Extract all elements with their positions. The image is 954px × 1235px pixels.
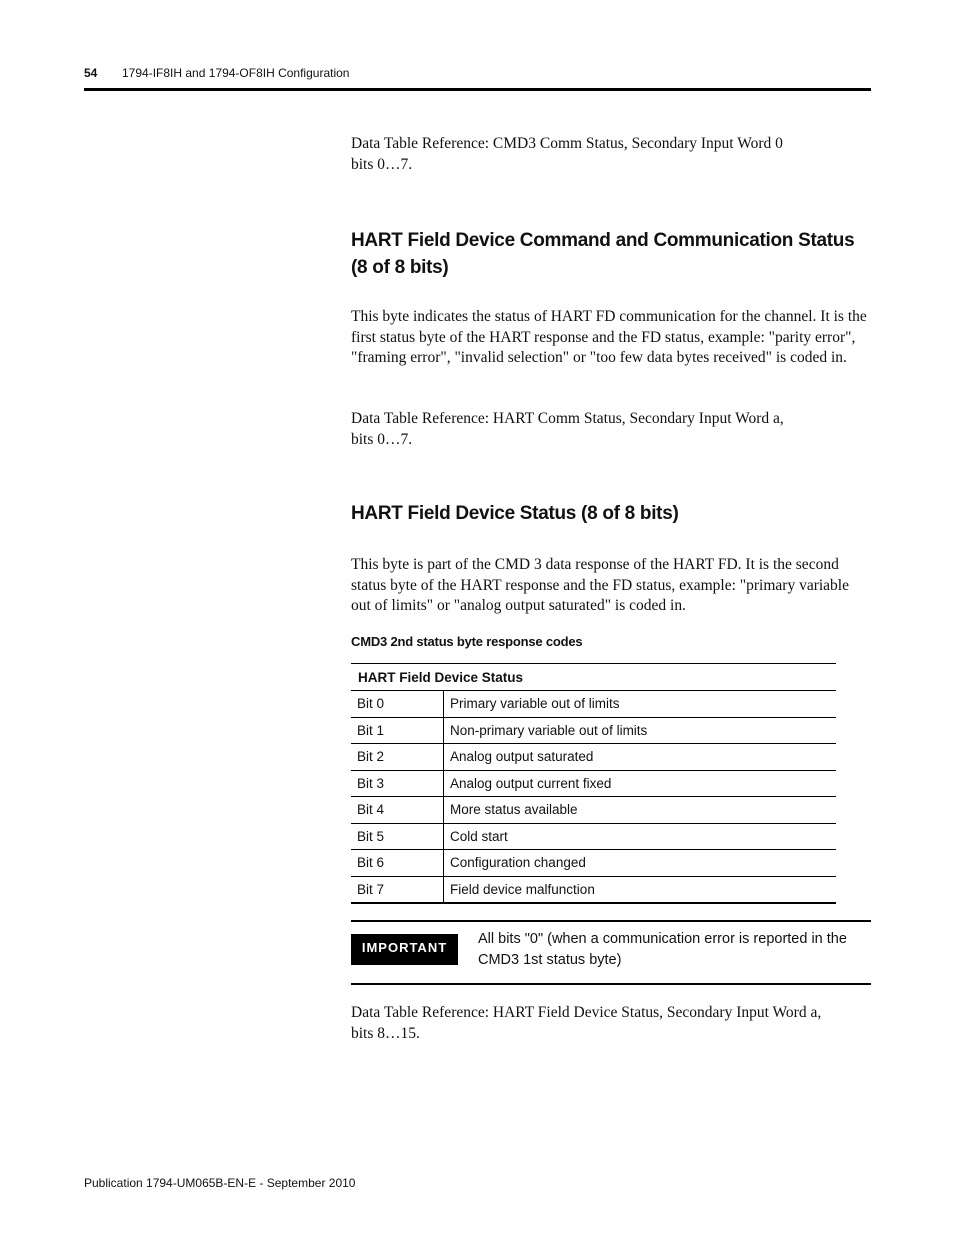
closing-reference-line2: bits 8…15. [351, 1024, 420, 1042]
description-cell: Primary variable out of limits [444, 691, 837, 718]
intro-reference [351, 134, 871, 175]
description-cell: Analog output current fixed [444, 770, 837, 797]
description-cell: Configuration changed [444, 850, 837, 877]
description-cell: Cold start [444, 823, 837, 850]
description-cell: Field device malfunction [444, 876, 837, 903]
important-top-rule [351, 920, 871, 922]
running-header-title: 1794-IF8IH and 1794-OF8IH Configuration [122, 66, 350, 80]
table-row [351, 823, 836, 850]
table-row [351, 850, 836, 877]
page-number: 54 [84, 66, 98, 80]
table-row [351, 876, 836, 903]
bit-cell: Bit 5 [351, 823, 444, 850]
table-header-row [351, 664, 836, 691]
bit-cell: Bit 3 [351, 770, 444, 797]
important-badge: IMPORTANT [351, 934, 458, 965]
table-caption: CMD3 2nd status byte response codes [351, 634, 583, 649]
closing-reference [351, 1003, 871, 1044]
section1-reference-line1: Data Table Reference: HART Comm Status, Secondary Input Word a, [351, 410, 784, 427]
table-row [351, 744, 836, 771]
footer-publication: Publication 1794-UM065B-EN-E - September 2010 [84, 1176, 356, 1190]
important-text: All bits "0" (when a communication error is reported in the CMD3 1st status byte) [478, 931, 847, 968]
bit-cell: Bit 2 [351, 744, 444, 771]
description-cell: Non-primary variable out of limits [444, 717, 837, 744]
table-row [351, 717, 836, 744]
description-cell: More status available [444, 797, 837, 824]
section1-heading: HART Field Device Command and Communication Status (8 of 8 bits) [351, 230, 855, 278]
section1-reference [351, 409, 871, 450]
intro-reference-line1: Data Table Reference: CMD3 Comm Status, Secondary Input Word 0 [351, 135, 783, 152]
section1-body: This byte indicates the status of HART FD communication for the channel. It is the first status byte of the HART response and the FD status, example: "parity error", "framing error", "invalid selection" or "too few data bytes received" is coded in. [351, 308, 867, 366]
bit-cell: Bit 1 [351, 717, 444, 744]
important-bottom-rule [351, 983, 871, 985]
bit-cell: Bit 6 [351, 850, 444, 877]
description-cell: Analog output saturated [444, 744, 837, 771]
section2-body: This byte is part of the CMD 3 data response of the HART FD. It is the second status byte of the HART response and the FD status, example: "primary variable out of limits" or "analog output saturated" is coded in. [351, 556, 849, 614]
intro-reference-line2: bits 0…7. [351, 155, 413, 173]
section2-heading: HART Field Device Status (8 of 8 bits) [351, 503, 679, 524]
bit-cell: Bit 0 [351, 691, 444, 718]
table-header: HART Field Device Status [351, 664, 836, 691]
bit-cell: Bit 4 [351, 797, 444, 824]
table-row [351, 797, 836, 824]
closing-reference-line1: Data Table Reference: HART Field Device Status, Secondary Input Word a, [351, 1004, 822, 1021]
status-table [351, 663, 836, 904]
table-row [351, 770, 836, 797]
table-row [351, 691, 836, 718]
section1-reference-line2: bits 0…7. [351, 430, 413, 448]
bit-cell: Bit 7 [351, 876, 444, 903]
header-rule [84, 88, 871, 91]
